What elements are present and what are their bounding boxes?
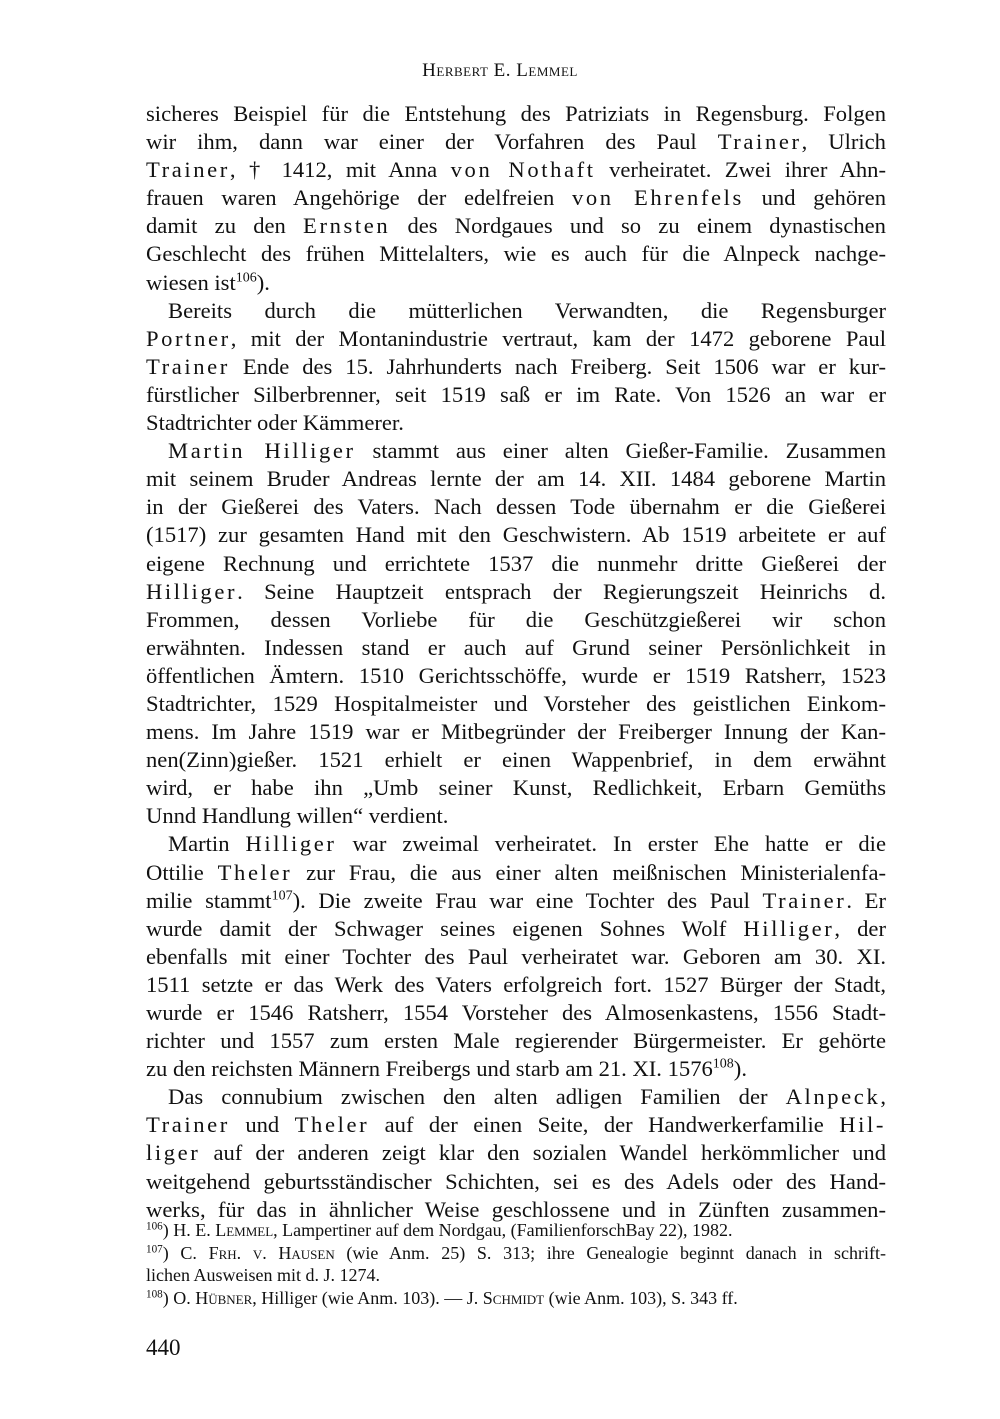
text-line: nen(Zinn)gießer. 1521 erhielt er einen Wappenbrief, in dem erwähnt xyxy=(146,747,886,773)
text-line: Unnd Handlung willen“ verdient. xyxy=(146,803,449,829)
footnote-continuation: lichen Ausweisen mit d. J. 1274. xyxy=(146,1265,380,1286)
text-line: mit seinem Bruder Andreas lernte der am 14. XII. 1484 geborene Martin xyxy=(146,466,886,492)
text-line: Frommen, dessen Vorliebe für die Geschützgießerei wir schon xyxy=(146,606,886,632)
text-line: zu den reichsten Männern Freibergs und starb am 21. XI. 1576$^{108}$). xyxy=(146,1056,747,1082)
footnote: $^{106}$) H. E. Lemmel, Lampertiner auf dem Nordgau, (FamilienforschBay 22), 1982. xyxy=(146,1220,733,1240)
text-line: (1517) zur gesamten Hand mit den Geschwistern. Ab 1519 arbeitete er auf xyxy=(146,522,886,548)
text-line: in der Gießerei des Vaters. Nach dessen Tode übernahm er die Gießerei xyxy=(146,494,886,520)
page-number: 440 xyxy=(146,1335,181,1360)
footnote-ref: 106 xyxy=(235,270,257,286)
text-line: richter und 1557 zum ersten Male regierender Bürgermeister. Er gehörte xyxy=(146,1028,886,1054)
text-line: frauen waren Angehörige der edelfreien von Ehrenfels und gehören xyxy=(146,185,886,211)
footnote-ref: 107 xyxy=(271,888,293,904)
text-line: Portner, mit der Montanindustrie vertraut, kam der 1472 geborene Paul xyxy=(146,325,886,351)
text-line: sicheres Beispiel für die Entstehung des Patriziats in Regensburg. Folgen xyxy=(146,101,886,126)
text-line: werks, für das in ähnlicher Weise geschlossene und in Zünften zusammen- xyxy=(146,1196,886,1222)
footnote: $^{108}$) O. Hübner, Hilliger (wie Anm. 103). — J. Schmidt (wie Anm. 103), S. 343 ff. xyxy=(146,1288,738,1309)
footnote-number: 107 xyxy=(146,1243,163,1256)
text-line: Das connubium zwischen den alten adligen Familien der Alnpeck, xyxy=(168,1084,886,1110)
text-line: Trainer und Theler auf der einen Seite, der Handwerkerfamilie Hil- xyxy=(146,1112,887,1138)
text-line: Trainer, † 1412, mit Anna von Nothaft verheiratet. Zwei ihrer Ahn- xyxy=(146,157,887,183)
text-line: wiesen ist$^{106}$). xyxy=(146,269,270,295)
text-line: wurde er 1546 Ratsherr, 1554 Vorsteher des Almosenkastens, 1556 Stadt- xyxy=(146,1000,886,1025)
footnote: $^{107}$) C. Frh. v. Hausen (wie Anm. 25) S. 313; ihre Genealogie beginnt danach in schrift- xyxy=(146,1242,886,1263)
text-line: wird, er habe ihn „Umb seiner Kunst, Redlichkeit, Erbarn Gemüths xyxy=(146,775,886,801)
text-line: milie stammt$^{107}$). Die zweite Frau war eine Tochter des Paul Trainer. Er xyxy=(146,887,886,913)
footnotes xyxy=(146,1219,886,1310)
text-line: Ottilie Theler zur Frau, die aus einer alten meißnischen Ministerialenfa- xyxy=(146,859,886,885)
text-line: Hilliger. Seine Hauptzeit entsprach der Regierungszeit Heinrichs d. xyxy=(146,578,886,604)
text-line: Martin Hilliger stammt aus einer alten Gießer-Familie. Zusammen xyxy=(168,438,886,464)
text-line: liger auf der anderen zeigt klar den sozialen Wandel herkömmlicher und xyxy=(146,1140,886,1166)
text-line: 1511 setzte er das Werk des Vaters erfolgreich fort. 1527 Bürger der Stadt, xyxy=(146,971,886,997)
text-line: ebenfalls mit einer Tochter des Paul verheiratet war. Geboren am 30. XI. xyxy=(146,943,886,969)
text-line: Stadtrichter oder Kämmerer. xyxy=(146,410,404,436)
text-line: Stadtrichter, 1529 Hospitalmeister und Vorsteher des geistlichen Einkom- xyxy=(146,690,886,716)
text-line: fürstlicher Silberbrenner, seit 1519 saß er im Rate. Von 1526 an war er xyxy=(146,381,886,407)
text-line: wir ihm, dann war einer der Vorfahren des Paul Trainer, Ulrich xyxy=(146,129,886,155)
footnote-number: 106 xyxy=(146,1220,163,1233)
text-line: Geschlecht des frühen Mittelalters, wie es auch für die Alnpeck nachge- xyxy=(146,241,886,267)
text-line: öffentlichen Ämtern. 1510 Gerichtsschöffe, wurde er 1519 Ratsherr, 1523 xyxy=(146,662,886,688)
text-line: damit zu den Ernsten des Nordgaues und so zu einem dynastischen xyxy=(146,213,886,239)
text-line: erwähnten. Indessen stand er auch auf Grund seiner Persönlichkeit in xyxy=(146,634,886,660)
running-head: Herbert E. Lemmel xyxy=(422,60,578,81)
text-line: mens. Im Jahre 1519 war er Mitbegründer der Freiberger Innung der Kan- xyxy=(146,719,886,745)
main-text xyxy=(146,100,886,1224)
text-line: weitgehend geburtsständischer Schichten, sei es des Adels oder des Hand- xyxy=(146,1168,886,1194)
text-line: Bereits durch die mütterlichen Verwandten, die Regensburger xyxy=(168,297,886,323)
text-line: Trainer Ende des 15. Jahrhunderts nach Freiberg. Seit 1506 war er kur- xyxy=(146,353,886,379)
footnote-ref: 108 xyxy=(712,1056,734,1072)
footnote-number: 108 xyxy=(146,1288,163,1301)
text-line: eigene Rechnung und errichtete 1537 die nunmehr dritte Gießerei der xyxy=(146,550,886,576)
text-line: wurde damit der Schwager seines eigenen Sohnes Wolf Hilliger, der xyxy=(146,915,886,941)
text-line: Martin Hilliger war zweimal verheiratet. In erster Ehe hatte er die xyxy=(168,831,886,857)
